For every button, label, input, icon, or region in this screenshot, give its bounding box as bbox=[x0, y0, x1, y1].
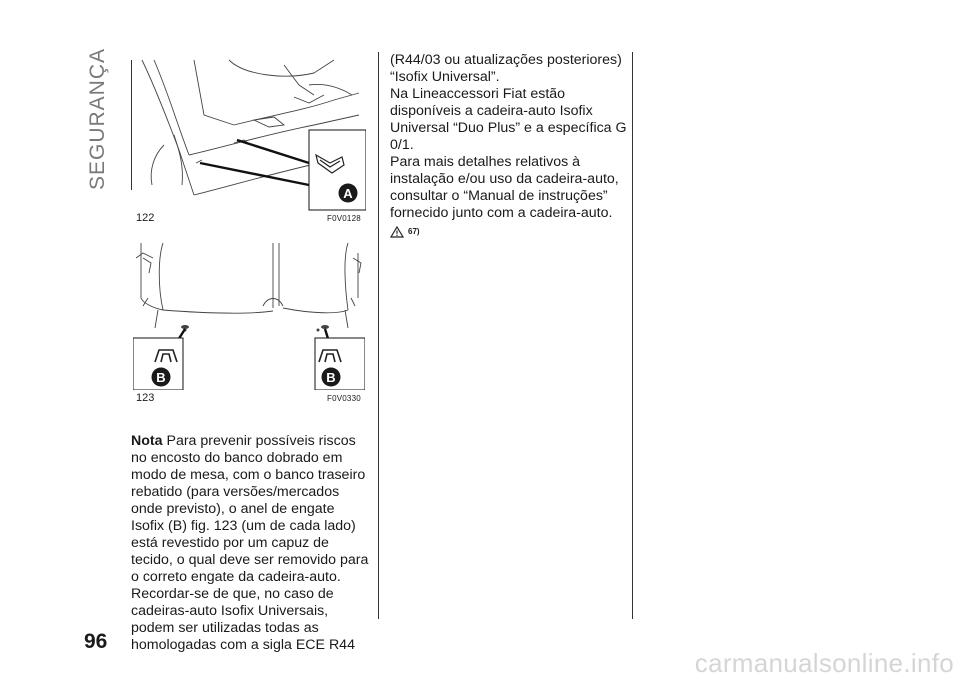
watermark: carmanualsonline.info bbox=[694, 648, 954, 678]
note-paragraph bbox=[131, 433, 371, 654]
column-rule-middle bbox=[378, 52, 379, 619]
isofix-anchor-illustration bbox=[134, 55, 366, 215]
isofix-rings-illustration bbox=[133, 238, 365, 390]
column-rule-left bbox=[131, 60, 132, 190]
note-text: Para prevenir possíveis riscos no encosto do banco dobrado em modo de mesa, com o banco traseiro rebatido (para versões/mercados onde previsto), o anel de engate Isofix (B) fig. 123 (um de cada lado) está revestido por um capuz de tecido, o qual deve ser removido para o correto engate da cadeira-auto. Recordar-se de que, no caso de cadeiras-auto Isofix Universais, podem ser utilizadas todas as homologadas com a sigla ECE R44 bbox=[131, 433, 369, 653]
paragraph-1: (R44/03 ou atualizações posteriores) “Isofix Universal”. bbox=[390, 52, 622, 85]
section-title: SEGURANÇA bbox=[86, 47, 109, 190]
figure-122-number: 122 bbox=[136, 212, 155, 224]
figure-122 bbox=[134, 55, 366, 215]
callout-a: A bbox=[343, 186, 353, 201]
figure-123-number: 123 bbox=[136, 392, 155, 404]
right-column bbox=[390, 52, 630, 240]
paragraph-2: Na Lineaccessori Fiat estão disponíveis a cadeira-auto Isofix Universal “Duo Plus” e a específica G 0/1. bbox=[390, 86, 627, 153]
page-number: 96 bbox=[84, 630, 108, 653]
figure-123 bbox=[133, 238, 365, 390]
callout-b-right: B bbox=[326, 370, 336, 385]
figure-122-code: F0V0128 bbox=[327, 214, 361, 223]
figure-123-code: F0V0330 bbox=[327, 394, 361, 403]
column-rule-right bbox=[632, 52, 633, 619]
paragraph-3: Para mais detalhes relativos à instalação e/ou uso da cadeira-auto, consultar o “Manual de instruções” fornecido junto com a cadeira-auto. bbox=[390, 154, 619, 221]
warning-triangle-icon bbox=[390, 226, 404, 238]
callout-b-left: B bbox=[156, 370, 166, 385]
warning-reference bbox=[390, 223, 630, 240]
warning-ref-number: 67) bbox=[408, 227, 420, 236]
note-lead: Nota bbox=[131, 433, 163, 449]
